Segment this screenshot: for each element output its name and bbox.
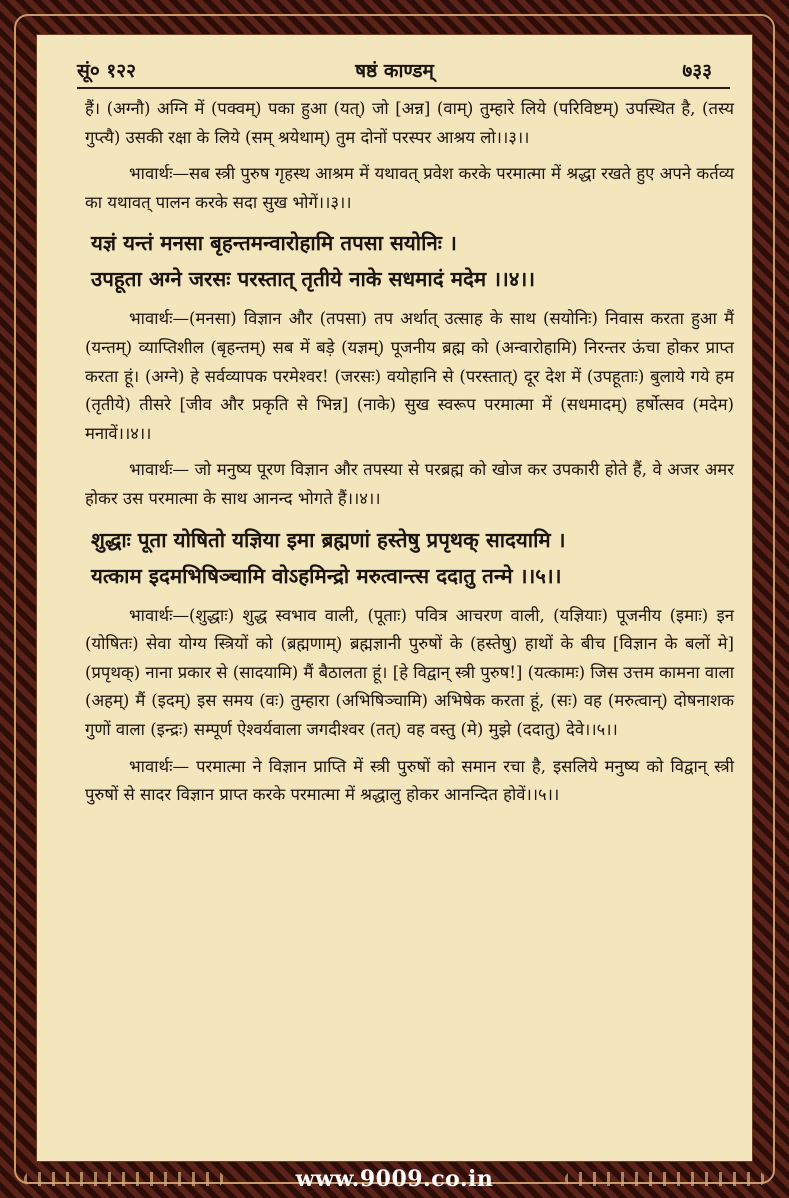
website-url[interactable]: www.9009.co.in	[295, 1166, 494, 1192]
kanda-title: षष्ठं काण्डम्	[355, 60, 434, 82]
bhavartha-paragraph: भावार्थः— परमात्मा ने विज्ञान प्राप्ति में स्त्री पुरुषों को समान रचा है, इसलिये मनुष्य को विद्वान् स्त्री पुरुषों से सादर विज्ञान प्राप्त करके परमात्मा में श्रद्धालु होकर आनन्दित होवें।।५।।	[85, 756, 734, 805]
page-number: ७३३	[682, 60, 712, 82]
mantra-line: यज्ञं यन्तं मनसा बृहन्तमन्वारोहामि तपसा सयोनिः ।	[91, 231, 457, 256]
mantra-line: उपहूता अग्ने जरसः परस्तात् तृतीये नाके सधमादं मदेम ।।४।।	[91, 267, 535, 292]
bhavartha-paragraph: भावार्थः— जो मनुष्य पूरण विज्ञान और तपस्या से परब्रह्म को खोज कर उपकारी होते हैं, वे अजर अमर होकर उस परमात्मा के साथ आनन्द भोगते हैं।।४।।	[85, 460, 734, 508]
book-page	[36, 34, 753, 1162]
footer-bar	[14, 1164, 775, 1194]
commentary-paragraph: भावार्थः—(मनसा) विज्ञान और (तपसा) तप अर्थात् उत्साह के साथ (सयोनिः) निवास करता हुआ मैं (यन्तम्) व्याप्तिशील (बृहन्तम्) सब में बड़े (यज्ञम्) पूजनीय ब्रह्म को (अन्वारोहामि) निरन्तर ऊंचा होकर प्राप्त करता हूं। (अग्ने) हे सर्वव्यापक परमेश्वर! (जरसः) वयोहानि से (परस्तात्) दूर देश में (उपहूताः) बुलाये गये हम (तृतीये) तीसरे [जीव और प्रकृति से भिन्न] (नाके) सुख स्वरूप परमात्मा में (सधमादम्) हर्षोत्सव (मदेम) मनावें।।४।।	[85, 309, 734, 443]
mantra-line: यत्काम इदमभिषिञ्चामि वोऽहमिन्द्रो मरुत्वान्त्स ददातु तन्मे ।।५।।	[91, 563, 562, 588]
page-header	[77, 49, 712, 83]
bhavartha-paragraph: भावार्थः—सब स्त्री पुरुष गृहस्थ आश्रम में यथावत् प्रवेश करके परमात्मा में श्रद्धा रखते हुए अपने कर्तव्य का यथावत् पालन करके सदा सुख भोगें।।३।।	[85, 164, 734, 212]
sukta-number: सूं० १२२	[77, 60, 136, 82]
page-body	[85, 95, 734, 810]
commentary-paragraph: भावार्थः—(शुद्धाः) शुद्ध स्वभाव वाली, (पूताः) पवित्र आचरण वाली, (यज्ञियाः) पूजनीय (इमाः) इन (योषितः) सेवा योग्य स्त्रियों को (ब्रह्मणाम्) ब्रह्मज्ञानी पुरुषों के (हस्तेषु) हाथों के बीच [विज्ञान के बलों मे] (प्रपृथक्) नाना प्रकार से (सादयामि) मैं बैठालता हूं। [हे विद्वान् स्त्री पुरुष!] (यत्कामः) जिस उत्तम कामना वाला (अहम्) मैं (इदम्) इस समय (वः) तुम्हारा (अभिषिञ्चामि) अभिषेक करता हूं, (सः) वह (मरुत्वान्) दोषनाशक गुणों वाला (इन्द्रः) सम्पूर्ण ऐश्वर्यवाला जगदीश्वर (तत्) वह वस्तु (मे) मुझे (ददातु) देवे।।५।।	[85, 605, 734, 739]
mantra-line: शुद्धाः पूता योषितो यज्ञिया इमा ब्रह्मणां हस्तेषु प्रपृथक् सादयामि ।	[91, 527, 566, 552]
header-rule	[77, 87, 730, 89]
commentary-paragraph: हैं। (अग्नौ) अग्नि में (पक्वम्) पका हुआ (यत्) जो [अन्न] (वाम्) तुम्हारे लिये (परिविष्टम्) उपस्थित है, (तस्य गुप्त्यै) उसकी रक्षा के लिये (सम् श्रयेथाम्) तुम दोनों परस्पर आश्रय लो।।३।।	[85, 99, 734, 147]
